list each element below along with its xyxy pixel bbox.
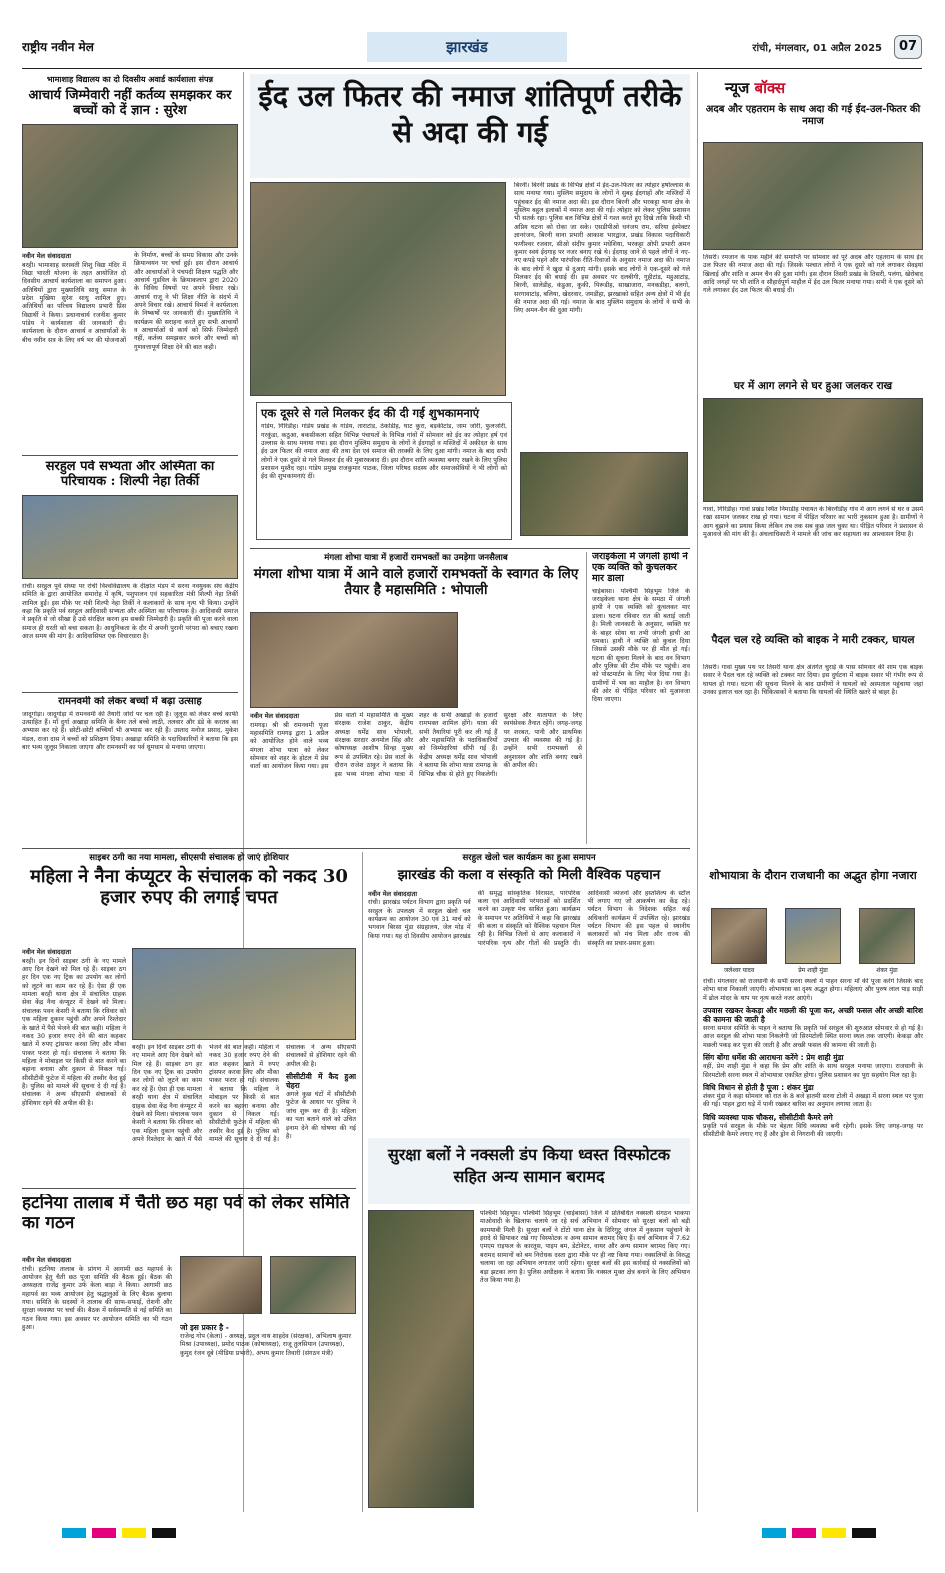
- color-swatch-yellow-2: [822, 1528, 846, 1538]
- masthead: [22, 32, 922, 66]
- article-headline: ईद उल फितर की नमाज शांतिपूर्ण तरीके से अदा की गई: [258, 79, 682, 150]
- article-body: नवीन मेल संवाददाता बरही। इन दिनों साइबर ठगी के नए मामले आए दिन देखने को मिल रहे हैं। साइबर ठग हर दिन एक नए ट्रिक का उपयोग कर लोगों को लूटने का काम कर रहे हैं। ऐसा ही एक मामला बरही थाना क्षेत्र में संचालित ग्राहक सेवा केंद्र नैना कंप्यूटर में देखने को मिला। संचालक पवन केसरी ने बताया कि रविवार को एक महिला दुकान पहुंची और अपने रिश्तेदार के खाते में पैसे भेजने की बात कही। महिला ने नकद 30 हजार रुपए देने की बात कहकर खाते में रुपए ट्रांसफर करवा लिए और मौका पाकर फरार हो गई। संचालक ने बताया कि महिला ने मोबाइल पर किसी से बात करने का बहाना बनाया और दुकान से निकल गई। सीसीटीवी फुटेज में महिला की तस्वीर कैद हुई है। पुलिस को मामले की सूचना दे दी गई है। संचालक ने अन्य सीएसपी संचालकों से होशियार रहने की अपील की है।: [22, 948, 126, 1107]
- article-photo: [250, 612, 458, 708]
- article-elephant: [592, 552, 690, 844]
- divider: [22, 692, 238, 693]
- committee-members: जो इस प्रकार है - राजेन्द्र गोप (केला) - अध्यक्ष, प्रदुल नाथ शाहदेव (संरक्षक), अभिलाष कुमार मिश्रा (उपाध्यक्ष), प्रमोद पाठक (कोषाध्यक्ष), राजू तुलसियान (उपाध्यक्ष), कुमुद रंजन दूबे (मीडिया प्रभारी), अभय कुमार तिवारी (संगठन मंत्री): [180, 1323, 351, 1357]
- article-kicker: भामाशाह विद्यालय का दो दिवसीय अवार्ड कार्यशाला संपन्न: [46, 75, 214, 84]
- article-headline: मंगला शोभा यात्रा में आने वाले हजारों रामभक्तों के स्वागत के लिए तैयार है महासमिति : भोपाली: [253, 566, 579, 598]
- color-swatch-black-2: [852, 1528, 876, 1538]
- print-color-bar: [22, 1528, 922, 1540]
- article-cyber-fraud: [22, 852, 356, 1184]
- article-body: नवीन मेल संवाददाता रांची। हटनिया तालाब के प्रांगण में आगामी छठ महापर्व के आयोजन हेतु चैती छठ पूजा समिति की बैठक हुई। बैठक की अध्यक्षता राजेंद्र कुमार उर्फ केला बाड़ा ने किया। आगामी छठ महापर्व का भव्य आयोजन हेतु श्रद्धालुओं के लिए बैठक बुलाया गया। समिति के सदस्यों ने तालाब की साफ-सफाई, रोशनी और सुरक्षा व्यवस्था पर चर्चा की। बैठक में सर्वसम्मति से नई समिति का गठन किया गया। इस अवसर पर आयोजन समिति का भी गठन हुआ।: [22, 1256, 172, 1332]
- divider: [22, 848, 690, 849]
- article-body: नवीन मेल संवाददाता रांची। झारखंड पर्यटन विभाग द्वारा प्रकृति पर्व सरहुल के उपलक्ष्य में सरहुल खेलो चल कार्यक्रम का आयोजन 30 एवं 31 मार्च को भगवान बिरसा मुंडा संग्रहालय, जेल मोड़ में किया गया। यह दो दिवसीय आयोजन झारखंड की समृद्ध सांस्कृतिक विरासत, पारंपरिक कला एवं आदिवासी परंपराओं को प्रदर्शित करने का उत्कृष्ट मंच साबित हुआ। कार्यक्रम के समापन पर अतिथियों ने कहा कि झारखंड की कला व संस्कृति को वैश्विक पहचान मिल रही है। विभिन्न जिलों से आए कलाकारों ने पारंपरिक नृत्य और गीतों की प्रस्तुति दी। आदिवासी व्यंजनों और हस्तशिल्प के स्टॉल भी लगाए गए जो आकर्षण का केंद्र रहे। पर्यटन विभाग के निदेशक सहित कई अधिकारी कार्यक्रम में उपस्थित रहे। झारखंड पर्यटन विभाग की इस पहल से स्थानीय कलाकारों को मंच मिला और राज्य की संस्कृति का प्रचार-प्रसार हुआ।: [368, 889, 690, 947]
- article-hatniya: [22, 1194, 356, 1512]
- newsbox-headline-2: घर में आग लगने से घर हुआ जलकर राख: [733, 380, 893, 392]
- article-culture: [368, 852, 690, 1132]
- photo-portrait-1: [180, 1256, 262, 1314]
- article-photo: [22, 124, 238, 248]
- paper-logo: राष्ट्रीय नवीन मेल: [22, 40, 94, 54]
- section-title: झारखंड: [367, 32, 567, 62]
- column-rule: [362, 852, 363, 1184]
- color-swatch-yellow: [122, 1528, 146, 1538]
- column-rule-right: [697, 72, 698, 1512]
- portrait-jaleshwar: [711, 908, 767, 964]
- column-rule: [362, 1136, 363, 1512]
- article-acharya: [22, 74, 238, 452]
- newsbox-body-3: तिसरी। गावां मुख्य पथ पर तिसरी थाना क्षेत्र अंतर्गत चुराई के पास सोमवार की शाम एक बाइक सवार ने पैदल चल रहे व्यक्ति को टक्कर मार दिया। इस दुर्घटना में बाइक सवार भी गंभीर रूप से घायल हो गया। घटना की सूचना मिलने के बाद ग्रामीणों ने घायलों को अस्पताल पहुंचाया जहां उनका इलाज चल रहा है। चिकित्सकों ने बताया कि घायलों की स्थिति खतरे से बाहर है।: [703, 664, 923, 697]
- article-photo: [368, 1210, 474, 1508]
- color-swatch-black: [152, 1528, 176, 1538]
- article-body: रांची। सरहुल पूर्व संध्या पर रांची विश्वविद्यालय के दीक्षांत मंडप में सरना नवयुवक संघ केंद्रीय समिति के द्वारा आयोजित समारोह में कृषि, पशुपालन एवं सहकारिता मंत्री शिल्पी नेहा तिर्की शामिल हुईं। इस मौके पर मंत्री शिल्पी नेहा तिर्की ने कलाकारों के साथ नृत्य भी किया। उन्होंने कहा कि प्रकृति पर्व सरहुल आदिवासी सभ्यता और अस्मिता का परिचायक है। आदिवासी समाज ने प्रकृति से जो सीखा है उसे संरक्षित करना हम सबकी जिम्मेदारी है। प्रकृति की पूजा करने वाला समाज ही धरती को बचा सकता है। आधुनिकता के दौर में अपनी पुरानी परंपरा को बचाए रखना आज समय की मांग है। आदिवासियत एक विचारधारा है।: [22, 582, 238, 641]
- page-number: 07: [894, 35, 922, 59]
- article-naxal: [368, 1138, 690, 1512]
- color-swatch-cyan-2: [762, 1528, 786, 1538]
- article-headline: महिला ने नैना कंप्यूटर के संचालक को नकद 30 हजार रुपए की लगाई चपत: [30, 866, 348, 908]
- article-body: गांडेय, गिरिडीह। गांडेय प्रखंड के गांडेय, ताराटांड, ठेकोडीह, घाट कुरा, बड़कीटांड, जाम जोरी, फुलजोरी, गरकुंडा, कठुआ, बकसीकला सहित विभिन्न पंचायतों के विभिन्न गांवों में सोमवार को ईद का त्योहार हर्ष एवं उल्लास के साथ मनाया गया। इस दौरान मुस्लिम समुदाय के लोगों ने ईदगाहों व मस्जिदों में अकीदत के साथ ईद उल फितर की नमाज अदा की तथा देश एवं समाज की तरक्की के लिए दुआ मांगी। नमाज के बाद सभी लोगों ने एक दूसरे से गले मिलकर ईद की मुबारकबाद दी। इस दौरान शांति व्यवस्था बनाए रखने के लिए पुलिस प्रशासन मुस्तैद रहा। गांडेय प्रमुख राजकुमार पाठक, जिला परिषद सदस्य और समाजसेवियों ने भी लोगों को ईद की शुभकामनाएं दीं।: [261, 423, 507, 481]
- article-body: नवीन मेल संवाददाता बरही। भामाशाह सरस्वती शिशु विद्या मंदिर में विद्या भारती योजना के तहत आयोजित दो दिवसीय आचार्य कार्यशाला का समापन हुआ। अतिथियों द्वारा मुख्यातिथि साधु समाज के प्रदेश मुखिया सुरेश साधु शामिल हुए। अतिथियों का परिचय विद्यालय प्रभारी प्रिंस विद्यार्थी ने किया। प्रधानाचार्य रजनीश कुमार पांडेय ने कार्यशाला की जानकारी दी। कार्यशाला के दौरान आचार्य व आचार्याओं के बीच नवीन सत्र के लिए वर्ष भर की योजनाओं के निर्माण, बच्चों के समग्र विकास और उनके क्रियान्वयन पर चर्चा हुई। इस दौरान आचार्य और आचार्याओं ने पंचपदी शिक्षण पद्धति और आचार्य गुडविल के क्रियाकलाप द्वारा 2020 के विविध विषयों पर अपने विचार रखे। आचार्य राजू ने भी शिक्षा नीति के संदर्भ में अपने विचार रखे। आचार्य विमर्श ने कार्यशाला के निष्कर्षों पर जानकारी दी। मुख्यातिथि ने कार्यक्रम की सराहना करते हुए सभी आचार्यों व आचार्याओं से कार्य को सिर्फ जिम्मेदारी नहीं, कर्तव्य समझकर करने और बच्चों को गुणवत्तापूर्ण शिक्षा देने की बात कही।: [22, 251, 238, 351]
- photo-portrait-2: [270, 1256, 356, 1314]
- article-mangla-shobha: [250, 552, 582, 844]
- article-ramnavami: [22, 696, 238, 806]
- news-box-label: न्यूज बॉक्स: [725, 79, 786, 97]
- article-body: बिरनी। बिरनी प्रखंड के विभिन्न क्षेत्रों में ईद-उल-फितर का त्योहार हर्षोल्लास के साथ मनाया गया। मुस्लिम समुदाय के लोगों ने सुबह ईदगाहों और मस्जिदों में पहुंचकर ईद की नमाज अदा की। इस दौरान बिरनी और भरकट्टा थाना क्षेत्र के मुस्लिम बहुल इलाकों में नमाज अदा की गई। त्योहार को लेकर पुलिस प्रशासन भी सतर्क रहा। पुलिस बल विभिन्न क्षेत्रों में गश्त करते हुए दिखे ताकि किसी भी अप्रिय घटना को रोका जा सके। एसडीपीओ धनंजय राम, सरिया इंस्पेक्टर ज्ञानरंजन, बिरनी थाना प्रभारी आकाश भारद्वाज, प्रखंड विकास पदाधिकारी फणीश्वर रजवार, सीओ संदीप कुमार मधेशिया, भरकट्टा ओपी प्रभारी अमन कुमार स्वयं ईदगाह पर नजर बनाए रखे थे। ईदगाह जाने से पहले लोगों ने नए-नए कपड़े पहने और पारंपरिक रीति-रिवाजों के अनुसार नमाज अदा की। नमाज के बाद लोगों ने खुदा से दुआएं मांगी। इसके बाद लोगों ने एक-दूसरे को गले मिलकर ईद की बधाई दी। इस अवसर पर दलबीगी, गुहीटांड, महुआटांड़, बिरनी, सालेडीह, कंडुआ, कुकी, पिरूडीह, साखाजारा, मनकडीहा, बलगो, सरगावाटांड़, बलिया, खेदरवार, जमडीहा, झरखाको सहित अन्य क्षेत्रों में भी ईद की नमाज अदा की गई। नमाज के बाद मुस्लिम समुदाय के लोगों ने सभी के लिए अमन-चैन की दुआ मांगी।: [514, 182, 690, 315]
- article-headline: झारखंड की कला व संस्कृति को मिली वैश्विक पहचान: [397, 867, 661, 883]
- newsbox-photo-1: [703, 142, 923, 250]
- newsbox-headline-3: पैदल चल रहे व्यक्ति को बाइक ने मारी टक्कर, घायल: [711, 634, 915, 646]
- article-headline: सुरक्षा बलों ने नक्सली डंप किया ध्वस्त विस्फोटक सहित अन्य सामान बरामद: [387, 1145, 671, 1186]
- eid-photo-main: [250, 182, 506, 396]
- article-kicker: साइबर ठगी का नया मामला, सीएसपी संचालक हो जाएं होशियार: [89, 853, 289, 863]
- masthead-rule: [22, 68, 922, 69]
- article-body: नवीन मेल संवाददाता रामगढ़। श्री श्री रामनवमी पूजा महासमिति रामगढ़ द्वारा 1 अप्रैल को आयोजित होने वाले भव्य मंगला शोभा यात्रा को लेकर सोमवार को शहर के होटल में प्रेस वार्ता का आयोजन किया गया। इस प्रेस वार्ता में महासमिति के मुख्य संरक्षक राजेश ठाकुर, केंद्रीय अध्यक्ष धर्मेंद्र साव भोपाली, संरक्षक सरदार अनमोल सिंह और कोषाध्यक्ष आशीष सिन्हा मुख्य रूप से उपस्थित रहे। प्रेस वार्ता के दौरान राजेश ठाकुर ने बताया कि इस भव्य मंगला शोभा यात्रा में शहर के सभी अखाड़ों के हजारों रामभक्त शामिल होंगे। यात्रा की सभी तैयारियां पूरी कर ली गई हैं और महासमिति के पदाधिकारियों को जिम्मेदारियां सौंपी गई हैं। केंद्रीय अध्यक्ष धर्मेंद्र साव भोपाली ने बताया कि शोभा यात्रा रामगढ़ के विभिन्न चौक से होते हुए निकलेगी। सुरक्षा और यातायात के लिए स्वयंसेवक तैनात रहेंगे। जगह-जगह पर शरबत, पानी और प्राथमिक उपचार की व्यवस्था की गई है। उन्होंने सभी रामभक्तों से अनुशासन और शांति बनाए रखने की अपील की।: [250, 712, 582, 778]
- article-headline: जराइकेला में जंगली हाथी ने एक व्यक्ति को कुचलकर मार डाला: [592, 552, 688, 584]
- newsbox-headline-4: शोभायात्रा के दौरान राजधानी का अद्भुत होगा नजारा: [709, 869, 917, 882]
- article-body-continued: बरही। इन दिनों साइबर ठगी के नए मामले आए दिन देखने को मिल रहे हैं। साइबर ठग हर दिन एक नए ट्रिक का उपयोग कर लोगों को लूटने का काम कर रहे हैं। ऐसा ही एक मामला बरही थाना क्षेत्र में संचालित ग्राहक सेवा केंद्र नैना कंप्यूटर में देखने को मिला। संचालक पवन केसरी ने बताया कि रविवार को एक महिला दुकान पहुंची और अपने रिश्तेदार के खाते में पैसे भेजने की बात कही। महिला ने नकद 30 हजार रुपए देने की बात कहकर खाते में रुपए ट्रांसफर करवा लिए और मौका पाकर फरार हो गई। संचालक ने बताया कि महिला ने मोबाइल पर किसी से बात करने का बहाना बनाया और दुकान से निकल गई। सीसीटीवी फुटेज में महिला की तस्वीर कैद हुई है। पुलिस को मामले की सूचना दे दी गई है। संचालक ने अन्य सीएसपी संचालकों से होशियार रहने की अपील की है। सीसीटीवी में कैद हुआ चेहरा अगले कुछ घंटों में सीसीटीवी फुटेज के आधार पर पुलिस ने जांच शुरू कर दी है। महिला का पता बताने वाले को उचित इनाम देने की घोषणा की गई है।: [132, 1044, 356, 1143]
- article-kicker: मंगला शोभा यात्रा में हजारों रामभक्तों का उमड़ेगा जनसैलाब: [324, 553, 508, 563]
- article-sarhul: [22, 460, 238, 690]
- newsbox-body-1: तिसरी। रमजान के पाक महीने की समाप्ति पर सोमवार को पूरे अदब और एहतराम के साथ ईद उल फितर की नमाज अदा की गई। जिसके पश्चात लोगों ने एक दूसरे को गले लगाकर सेवइयां खिलाई और शांति व अमन चैन की दुआ मांगी। इस दौरान तिसरी प्रखंड के तिसरी, पलंगा, खेरोबाद आदि जगहों पर भी शांति व सौहार्दपूर्ण माहौल में ईद उल फितर मनाया गया। सभी ने एक दूसरे को गले लगाकर ईद उल फितर की बधाई दी।: [703, 254, 923, 295]
- newsbox-body-2: गावां, गिरिडीह। गावां प्रखंड स्थित निमाडीह पंचायत के बिरनीडीह गांव में आग लगने से घर व उसमें रखा सामान जलकर राख हो गया। घटना में पीड़ित परिवार का भारी नुकसान हुआ है। ग्रामीणों ने आग बुझाने का प्रयास किया लेकिन तब तक सब कुछ जल चुका था। पीड़ित परिवार ने प्रशासन से मुआवजे की मांग की है। अंचलाधिकारी ने मामले की जांच कर सहायता का आश्वासन दिया है।: [703, 506, 923, 539]
- date-line: रांची, मंगलवार, 01 अप्रैल 2025: [752, 43, 882, 54]
- article-photo: [22, 495, 238, 579]
- portrait-prem: [785, 908, 841, 964]
- caption-prem: प्रेम शाही मुंडा: [798, 967, 828, 974]
- article-body: जादूगोड़ा। जादूगोड़ा में रामनवमी की तैयारी जोरों पर चल रही है। जुलूस को लेकर बच्चे काफी उत्साहित हैं। माँ दुर्गा अखाड़ा समिति के बैनर तले बच्चे लाठी, तलवार और डंडे के करतब का अभ्यास कर रहे हैं। छोटी-छोटी बच्चियाँ भी अभ्यास कर रही हैं। उस्ताद मनोज प्रसाद, मुकेश मंडल, राजा दास ने बच्चों को प्रशिक्षण दिया। अखाड़ा समिति के पदाधिकारियों ने बताया कि इस बार भव्य जुलूस निकाला जाएगा और रामनवमी का पर्व धूमधाम से मनाया जाएगा।: [22, 710, 238, 751]
- color-swatch-cyan: [62, 1528, 86, 1538]
- newsbox-body-4: रांची। मंगलवार को राजधानी के सभी सरना स्थलों में पाहन सरना माँ की पूजा करेंगे जिसके बाद शोभा यात्रा निकाली जाएगी। शोभायात्रा का दृश्य अद्भुत होगा। महिलाएं और पुरुष लाल पाड़ साड़ी में ढोल मांदर के थाप पर नृत्य करते नजर आएंगे। उपवास रखकर केकड़ा और मछली की पूजा कर, अच्छी फसल और अच्छी बारिश की कामना की जाती है सरना समाज समिति के पाहन ने बताया कि प्रकृति पर्व सरहुल की शुरुआत सोमवार से हो गई है। आज सरहुल की शोभा यात्रा निकलेगी जो सिरमटोली स्थित सरना स्थल तक जाएगी। केकड़ा और मछली पकड़ कर पूजा की जाती है और अच्छी फसल की कामना की जाती है। सिंग बोंगा धर्मेश की आराधना करेंगे : प्रेम शाही मुंडा वहीं, प्रेम शाही मुंडा ने कहा कि प्रेम और शांति के साथ सरहुल मनाया जाएगा। राजधानी के सिरमटोली सरना स्थल में शोभायात्रा एकत्रित होगा। पुलिस प्रशासन का पूरा सहयोग मिल रहा है। विधि विधान से होती है पूजा : शंकर मुंडा शंकर मुंडा ने कहा सोमवार को रात के 8 बजे हातमी सरना टोली में अखड़ा में सरना स्थल पर पूजा की गई। पाहन द्वारा घड़े में पानी रखकर बारिश का अनुमान लगाया जाता है। विधि व्यवस्था पाक चौकस, सीसीटीवी कैमरे लगे प्रकृति पर्व सरहुल के मौके पर बेहतर विधि व्यवस्था बनी रहेगी। इसके लिए जगह-जगह पर सीसीटीवी कैमरे लगाए गए हैं और ड्रोन से निगरानी की जाएगी।: [703, 978, 923, 1138]
- color-swatch-magenta-2: [792, 1528, 816, 1538]
- news-box: [703, 74, 923, 1512]
- divider: [22, 455, 238, 456]
- portrait-shankar: [859, 908, 915, 964]
- newsbox-photo-2: [703, 398, 923, 502]
- article-body: चाईबासा। पश्चिमी सिंहभूम जिले के जराइकेला थाना क्षेत्र के समठा में जंगली हाथी ने एक व्यक्ति को कुचलकर मार डाला। घटना रविवार रात की बताई जाती है। मिली जानकारी के अनुसार, व्यक्ति घर के बाहर सोया था तभी जंगली हाथी आ धमका। हाथी ने व्यक्ति को कुचल दिया जिससे उसकी मौके पर ही मौत हो गई। घटना की सूचना मिलने के बाद वन विभाग और पुलिस की टीम मौके पर पहुंची। शव को पोस्टमार्टम के लिए भेज दिया गया है। ग्रामीणों में भय का माहौल है। वन विभाग की ओर से पीड़ित परिवार को मुआवजा दिया जाएगा।: [592, 587, 690, 704]
- divider: [250, 548, 690, 549]
- caption-jaleshwar: जलेश्वर यादव: [723, 967, 755, 974]
- article-headline: रामनवमी को लेकर बच्चों में बढ़ा उत्साह: [58, 696, 202, 707]
- color-swatch-magenta: [92, 1528, 116, 1538]
- caption-shankar: शंकर मुंडा: [876, 967, 898, 974]
- article-headline: एक दूसरे से गले मिलकर ईद की दी गई शुभकामनाएं: [261, 406, 480, 420]
- article-headline: हटनिया तालाब में चैती छठ महा पर्व को लेकर समिति का गठन: [22, 1194, 350, 1233]
- newsbox-headline-1: अदब और एहतराम के साथ अदा की गई ईद-उल-फितर की नमाज: [705, 104, 921, 127]
- article-photo: [132, 948, 356, 1040]
- article-headline: सरहुल पर्व सभ्यता और अस्मिता का परिचायक : शिल्पी नेहा तिर्की: [45, 460, 215, 489]
- divider: [22, 1188, 356, 1189]
- article-kicker: सरहुल खेलो चल कार्यक्रम का हुआ समापन: [462, 853, 596, 863]
- eid-photo-secondary: [520, 452, 688, 536]
- column-rule: [586, 552, 587, 844]
- article-body: पश्चिमी सिंहभूम। पश्चिमी सिंहभूम (चाईबासा) जिले में प्रतिबंधित नक्सली संगठन भाकपा माओवादी के खिलाफ चलाये जा रहे सर्च अभियान में सोमवार को सुरक्षा बलों को बड़ी कामयाबी मिली है। सुरक्षा बलों ने टोंटो थाना क्षेत्र के दिरिगुटू जंगल में नुकसान पहुंचाने के इरादे से छिपाकर रखे गए विस्फोटक व अन्य सामान बरामद किए हैं। सर्च अभियान में 7.62 एमएम राइफल के कारतूस, पाइप बम, डेटोनेटर, वायर और अन्य सामान बरामद किए गए। बरामद सामानों को बम निरोधक दस्ता द्वारा मौके पर ही नष्ट किया गया। नक्सलियों के विरुद्ध चलाया जा रहा अभियान लगातार जारी रहेगा। सुरक्षा बलों की इस कार्रवाई से नक्सलियों को बड़ा झटका लगा है। पुलिस अधीक्षक ने बताया कि नक्सल मुक्त क्षेत्र बनाने के लिए अभियान तेज किया गया है।: [480, 1210, 690, 1284]
- article-headline: आचार्य जिम्मेवारी नहीं कर्तव्य समझकर कर बच्चों को दें ज्ञान : सुरेश: [28, 88, 232, 118]
- article-gale-milkar: [256, 402, 512, 540]
